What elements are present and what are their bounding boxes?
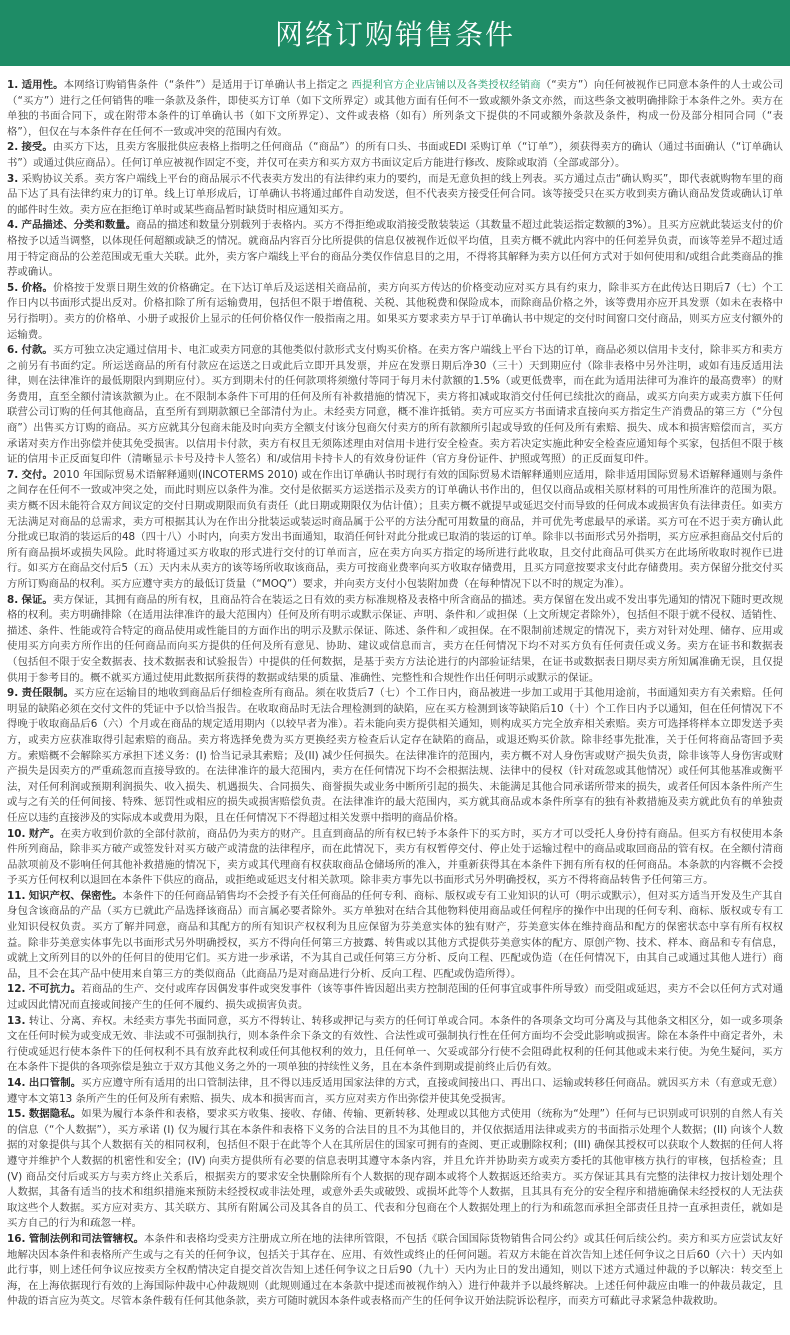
clause-15 — [7, 1107, 783, 1232]
clause-heading: 价格。 — [21, 281, 54, 294]
clause-7 — [7, 468, 783, 593]
clause-9 — [7, 686, 783, 826]
clause-text: 如果为履行本条件和表格，要求买方收集、接收、存储、传输、更新转移、处理或以其他方式使用（统称为“处理”）任何与已识别或可识别的自然人有关的信息（“个人数据”），买方承诺 (I) 仅为履行其在本条件和表格下义务的合法目的且不为其他目的，并仅依据适用法律或卖方的书面指示处理个人数据；(II) 向该个人数据的对象提供与其个人数据有关的相同权利，包括但不限于在此等个人在其所居住的国家可拥有的查阅、更正或删除权利；(III) 确保其授权可以获取个人数据的任何人将遵守并维护个人数据的机密性和安全；(IV) 向卖方提供所有必要的信息表明其遵守本条内容，并且允许并协助卖方或卖方委托的其他审核方执行的审核，包括检查；且 (V) 商品交付后或买方与卖方终止关系后，根据卖方的要求安全快删除所有个人数据的现存副本或将个人数据返还给卖方。买方保证其具有完整的法律权力按计划处理个人数据，其备有适当的技术和组织措施来预防未经授权或非法处理，或意外丢失或破毁、或损坏此等个人数据，且其具有充分的安全程序和措施确保未经授权的人无法获取这些个人数据。买方应对卖方、其关联方、其所有附属公司及其各自的员工、代表和分包商在个人数据处理上的行为和疏忽而承担全部责任且持一直承担责任，就如是买方自己的行为和疏忽一样。 — [7, 1108, 784, 1230]
clause-text: 本网络订购销售条件（“条件”）是适用于订单确认书上指定之 — [63, 79, 352, 91]
clause-text: 价格按于发票日期生效的价格确定。在下达订单后及运送相关商品前，卖方向买方传达的价格变动应对买方具有约束力，除非买方在此传达日期后7（七）个工作日内以书面形式提出反对。价格扣除了所有运输费用，包括但不限于增值税、关税、其他税费和保险成本，而除商品价格之外，该等费用亦应开具发票（如未在表格中另行指明）。卖方的价格单、小册子或报价上显示的任何价格仅作一般指南之用。如果买方要求卖方早于订单确认书中规定的交付时间窗口交付商品，则买方应支付额外的运输费。 — [7, 281, 783, 341]
clause-number: 16. — [7, 1232, 26, 1245]
clause-text: 2010 年国际贸易术语解释通则(INCOTERMS 2010) 或在作出订单确认书时现行有效的国际贸易术语解释通则应适用，除非适用国际贸易术语解释通则与条件之间存在任何不一致或冲突之处，而此时则应以条件为准。交付是依据买方运送指示及卖方的订单确认书作出的，但仅以商品或相关原材料的可用性所准许的范围为限。卖方概不因未能符合双方间议定的交付日期或期限而负有责任（此日期或期限仅为估计值）；且卖方概不就提早或延迟交付而导致的任何成本或损害负有法律责任。如卖方无法满足对商品的总需求，卖方可根据其认为在作出分批装运或装运时商品属于公平的方法分配可用数量的商品，并可优先考虑最早的承诺。买方可在不迟于卖方确认此分批或已取消的装运后的48（四十八）小时内，向卖方发出书面通知，取消任何针对此分批或已取消的装运的订单。除非以书面形式另外指明，买方应承担商品交付后的所有商品损坏或损失风险。此时将通过买方收取的形式进行交付的订单而言，应在卖方向买方指定的场所进行此收取，且交付此商品可供买方在此场所收取时视作已进行。如买方在商品交付后5（五）天内未从卖方的该等场所收取该商品，卖方可按商业费率向买方收取存储费用，且买方同意按要求支付此存储费用。卖方保留分批交付买方所订购商品的权利。买方应遵守卖方的最低订货量（“MOQ”）要求，并向卖方支付小包装附加费（在每种情况下以不时的规定为准）。 — [7, 468, 783, 590]
clause-heading: 财产。 — [28, 827, 61, 840]
clause-text: 由买方下达，且卖方客服批供应表格上指明之任何商品（“商品”）的所有口头、书面或EDI 采购订单（“订单”），须获得卖方的确认（通过书面确认（“订单确认书”）或通过供应商品）。任何订单应被视作固定不变，并仅可在卖方和买方双方书面议定后方能进行修改、废除或取消（全部或部分）。 — [7, 141, 783, 169]
clause-text: 转让、分离、弃权。未经卖方事先书面同意，买方不得转让、转移或押记与卖方的任何订单或合同。本条件的各项条文均可分离及与其他条文相区分，如一或多项条文在任何时候为或变成无效、非法或不可强制执行，则本条件余下条文的有效性、合法性或可强制执行性在任何方面均不会受此影响或损害。除在本条件中商定者外，未行使或延迟行使本条件下的任何权利不具有放弃此权利或任何其他权利的效力，且任何单一、欠妥或部分行使不会阻碍此权利的任何其他或未来行使。为免生疑问，买方在本条件下提供的各项弥偿是独立于双方其他义务之外的一项单独的持续性义务，且在本条件到期或提前终止后仍有效。 — [7, 1014, 783, 1074]
clause-5 — [7, 281, 783, 343]
clause-13 — [7, 1014, 783, 1076]
clause-2 — [7, 140, 783, 171]
clause-number: 13. — [7, 1014, 26, 1027]
clause-text: 采购协议关系。卖方客户端线上平台的商品展示不代表卖方发出的有法律约束力的要约，而是无意负担的线上列表。买方通过点击“确认购买”，即代表就购物车里的商品下达了具有法律约束力的订单。线上订单形成后，订单确认书将通过邮件自动发送，但不代表卖方接受任何合同。该等接受只在买方收到卖方确认商品发货或确认订单的邮件时生效。卖方应在拒绝订单时或某些商品暂时缺货时相应通知买方。 — [7, 172, 783, 216]
clause-heading: 责任限制。 — [21, 687, 75, 700]
clause-heading: 数据隐私。 — [28, 1108, 82, 1121]
clause-text: 商品的描述和数量分别载列于表格内。买方不得拒绝或取消接受散装装运（其数量不超过此装运指定数额的3%）。且买方应就此装运支付的价格按予以适当调整，以体现任何超额或缺乏的情况。就商品内容百分比所提供的信息仅被视作近似平均值，且卖方概不就此内容中的任何差异负责，而该等差异不超过适用于特定商品的公差范围或无重大关联。此外，卖方客户端线上平台的商品分类仅作信息目的之用，不得将其解释为卖方以任何方式对于如何使用和/或组合此类商品的推荐或确认。 — [7, 219, 784, 279]
clause-3 — [7, 172, 783, 219]
clause-1 — [7, 78, 783, 140]
clause-8 — [7, 593, 783, 687]
clause-number: 11. — [7, 889, 26, 902]
page-title: 网络订购销售条件 — [274, 18, 515, 51]
clause-heading: 产品描述、分类和数量。 — [21, 219, 137, 232]
clause-text: 若商品的生产、交付或库存因偶发事件或突发事件（该等事件皆因超出卖方控制范围的任何事宜或事件所导致）而受阻或延迟，卖方不会以任何方式对通过或因此情况而直接或间接产生的任何不履约、损失或损害负责。 — [7, 983, 783, 1012]
clause-heading: 管制法例和司法管辖权。 — [28, 1232, 145, 1245]
clause-heading: 交付。 — [21, 468, 53, 481]
clause-12 — [7, 982, 783, 1013]
clause-16 — [7, 1232, 783, 1310]
clause-14 — [7, 1076, 783, 1107]
clause-number: 3. — [7, 172, 19, 185]
clause-10 — [7, 827, 783, 889]
clause-heading: 付款。 — [21, 344, 53, 357]
clause-number: 5. — [7, 281, 19, 294]
clause-heading: 知识产权、保密性。 — [28, 889, 123, 902]
clause-number: 7. — [7, 468, 19, 481]
clause-text: 本条件和表格均受卖方注册成立所在地的法律所管限，不包括《联合国国际货物销售合同公约》或其任何后续公约。卖方和买方应尝试友好地解决因本条件和表格所产生或与之有关的任何争议，包括关于其存在、应用、有效性或终止的任何问题。若双方未能在首次告知上述任何争议之日后60（六十）天内如此行事，则上述任何争议应按卖方全权酌情决定自提交首次告知上述任何争议之日后90（九十）天内为止日的发出通知，则以下述方式通过仲裁的予以解决：转交至上海，在上海依据现行有效的上海国际仲裁中心仲裁规则（此规则通过在本条款中提述而被视作纳入）进行仲裁并予以最终解决。上述任何仲裁应由唯一的仲裁员裁定，且仲裁的语言应为英文。尽管本条件载有任何其他条款，卖方可随时就因本条件或表格而产生的任何争议开始法院诉讼程序，而卖方可藉此寻求紧急仲裁救助。 — [7, 1232, 783, 1308]
clause-text: 本条件下的任何商品销售均不会授予有关任何商品的任何专利、商标、版权或专有工业知识的认可（明示或默示），但对买方适当开发及生产其自身包含该商品的产品（买方已就此产品选择该商品）而言属必要者除外。买方单独对在结合其他物料使用商品或任何程序的操作中出现的任何专利、商标、版权或专有工业知识侵权负责。买方了解并同意，商品和其配方的所有知识产权权利为且应保留为芬美意实体的独有财产，芬美意实体在维持商品和配方的保密状态中享有所有权权益。除非芬美意实体事先以书面形式另外明确授权，买方不得向任何第三方披露、转售或以其他方式提供芬美意实体的配方、原创产物、技术、样本、商品和专有信息，或就上文所列目的以外的任何目的使用它们。买方进一步承诺，不为其自己或任何第三方分析、反向工程、匹配或伪造（在任何情况下，由其自己或通过其他人进行）商品，且不会在其产品中使用来自第三方的类似商品（此商品乃是对商品进行分析、反向工程、匹配或伪造所得）。 — [7, 889, 784, 980]
clause-6 — [7, 343, 783, 468]
seller-name-link[interactable]: 西提利官方企业店铺以及各类授权经销商 — [351, 79, 541, 91]
clause-text: 买方应遵守所有适用的出口管制法律，且不得以违反适用国家法律的方式，直接或间接出口、再出口、运输或转移任何商品。就因买方未（有意或无意）遵守本文第13 条所产生的任何及所有索赔、损失、成本和损害而言，买方应对卖方作出弥偿并使其免受损害。 — [7, 1077, 783, 1105]
clause-number: 12. — [7, 983, 26, 996]
clause-heading: 出口管制。 — [28, 1077, 82, 1089]
clause-number: 14. — [7, 1077, 26, 1089]
clause-number: 8. — [7, 593, 19, 606]
terms-document — [7, 78, 783, 1310]
clause-heading: 接受。 — [21, 141, 53, 154]
clause-number: 9. — [7, 687, 19, 700]
page-header — [0, 0, 790, 66]
clause-number: 1. — [7, 79, 19, 91]
clause-number: 6. — [7, 344, 19, 357]
clause-heading: 不可抗力。 — [28, 983, 82, 996]
clause-11 — [7, 889, 783, 983]
clause-text: 在卖方收到价款的全部付款前，商品仍为卖方的财产。且直到商品的所有权已转予本条件下的买方时，买方才可以受托人身份持有商品。但买方有权使用本条件所列商品，除非买方破产或签发针对买方破产或清盘的法律程序，而在此情况下，卖方有权暂停交付、停止处于运输过程中的商品或取回商品的管有权。在全额付清商品款项前及不影响任何其他补救措施的情况下，卖方或其代理商有权获取商品仓储场所的准入，并重新获得其在本条件下拥有所有权的任何商品。本条款的内容概不会授予买方任何权利以退回在本条件下供应的商品，或拒绝或延迟支付相关款项。除非卖方事先以书面形式另外明确授权，买方不得将商品转售予任何第三方。 — [7, 827, 783, 887]
clause-4 — [7, 218, 783, 280]
clause-text: 买方应在运输目的地收到商品后仔细检查所有商品。须在收货后7（七）个工作日内，商品被进一步加工或用于其他用途前，书面通知卖方有关索赔。任何明显的缺陷必须在交付文件的凭证中予以恰当报告。在收取商品时无法合理检测到的缺陷，应在买方检测到该等缺陷后10（十）个工作日内予以通知，但在任何情况下不得晚于收取商品后6（六）个月或在商品的规定适用期内（以较早者为准）。若未能向卖方提供相关通知，则构成买方完全放弃相关索赔。卖方可选择将样本立即发送予卖方，或卖方应获准取得引起索赔的商品。卖方将选择免费为买方更换经卖方检查后认定存在缺陷的商品，或退还购买价款。除非经事先批准，关于任何将商品寄回予卖方。索赔概不会解除买方承担下述义务：(I) 恰当记录其索赔；及(II) 减少任何损失。在法律准许的范围内，卖方概不对人身伤害或财产损失负责，除非该等人身伤害或财产损失是因卖方的严重疏忽而直接导致的。在法律准许的最大范围内，卖方在任何情况下均不会根据法规、法律中的侵权（针对疏忽或其他情况）或任何其他基准或衡平法，对任何利润或预期利润损失、收入损失、机遇损失、合同损失、商誉损失或业务中断所引起的损失、未能满足其他合同承诺所带来的损失，或者任何因本条件所产生或与之有关的任何间接、特殊、惩罚性或相应的损失或损害赔偿负责。在法律准许的最大范围内，买方就其商品或本条件所享有的独有补救措施及卖方就此负有的单独责任应以违约直接涉及的实际成本或费用为限，且在任何情况下不得超过相关发票中指明的商品价格。 — [7, 687, 784, 824]
clause-number: 10. — [7, 827, 26, 840]
clause-heading: 适用性。 — [21, 79, 64, 91]
clause-number: 4. — [7, 219, 19, 232]
clause-text: 买方可独立决定通过信用卡、电汇或卖方同意的其他类似付款形式支付购买价格。在卖方客户端线上平台下达的订单，商品必须以信用卡支付，除非买方和卖方之前另有书面约定。所运送商品的所有付款应在运送之日或此后立即开具发票，并应在发票日期后净30（三十）天到期应付（除非表格中另外注明，或如有违反适用法律，则在法律准许的最低期限内到期应付）。买方到期未付的任何款项将须缴付等同于每月未付款额的1.5%（或更低费率，而在此为适用法律可为准许的最高费率）的财务费用，直至全额付清该款额为止。在不限制本条件下可用的任何及所有补救措施的情况下，卖方将扣减或取消交付任何已续批次的商品，或买方向卖方或卖方旗下任何联营公司订购的任何其他商品，直至所有到期款额已全部清付为止。未经卖方同意，概不准许抵销。卖方可应买方书面请求直接向买方指定生产消费品的第三方（“分包商”）出售买方订购的商品。买方应就其分包商未能及时向卖方全额支付该分包商欠付卖方的所有款额所引起或导致的任何及所有索赔、损失、成本和损害赔偿而言，买方承诺对卖方作出弥偿并使其免受损害。以信用卡付款，卖方有权且无须陈述理由对信用卡进行安全检查。卖方若决定实施此种安全检查应通知每个买家，包括但不限于核证的信用卡正反面复印件（清晰显示卡号及持卡人签名）和/或信用卡持卡人的有效身份证件（官方身份证件、护照或驾照）的正反面复印件。 — [7, 344, 784, 466]
clause-number: 15. — [7, 1108, 26, 1121]
clause-heading: 保证。 — [21, 593, 53, 606]
clause-text: 卖方保证，其拥有商品的所有权，且商品符合在装运之日有效的卖方标准规格及表格中所含商品的描述。卖方保留在发出或不发出事先通知的情况下随时更改规格的权利。卖方明确排除（在适用法律准许的最大范围内）任何及所有明示或默示保证、声明、条件和／或担保（上文所规定者除外），包括但不限于就不侵权、适销性、描述、条件、性能或符合特定的商品使用或性能目的方面作出的明示及默示保证、陈述、条件和／或担保。在不限制前述规定的情况下，卖方对针对处理、储存、应用或使用买方向卖方所作出的任何商品而向买方提供的任何及所有意见、协助、建议或信息而言，卖方在任何情况下均不对买方负有任何责任或义务。卖方在证书和数据表（包括但不限于安全数据表、技术数据表和试验报告）中提供的任何数据，是基于卖方方法论进行的内部验证结果，在证书或数据表日期尽卖方所知属准确无误，且仅提供用于参考目的。概不就买方通过使用此数据所获得的数据或结果的质量、准确性、完整性和合规性作出任何明示或默示的保证。 — [7, 593, 784, 684]
clause-text: （“卖方”）向任何被视作已同意本条件的人士或公司（“买方”）进行之任何销售的唯一条款及条件，即使买方订单（如下文所界定）或其他方面有任何不一致或额外条文亦然，而这些条文被明确排除于本条件之外。卖方在单独的书面合同下，或在附带本条件的订单确认书（如下文所界定）、文件或表格（如有）所列条文下提供的不同或额外条款及条件，构成一份及部分相同合同（“表格”），但仅在与本条件存在任何不一致或冲突的范围内有效。 — [7, 79, 783, 138]
clause-number: 2. — [7, 141, 19, 154]
